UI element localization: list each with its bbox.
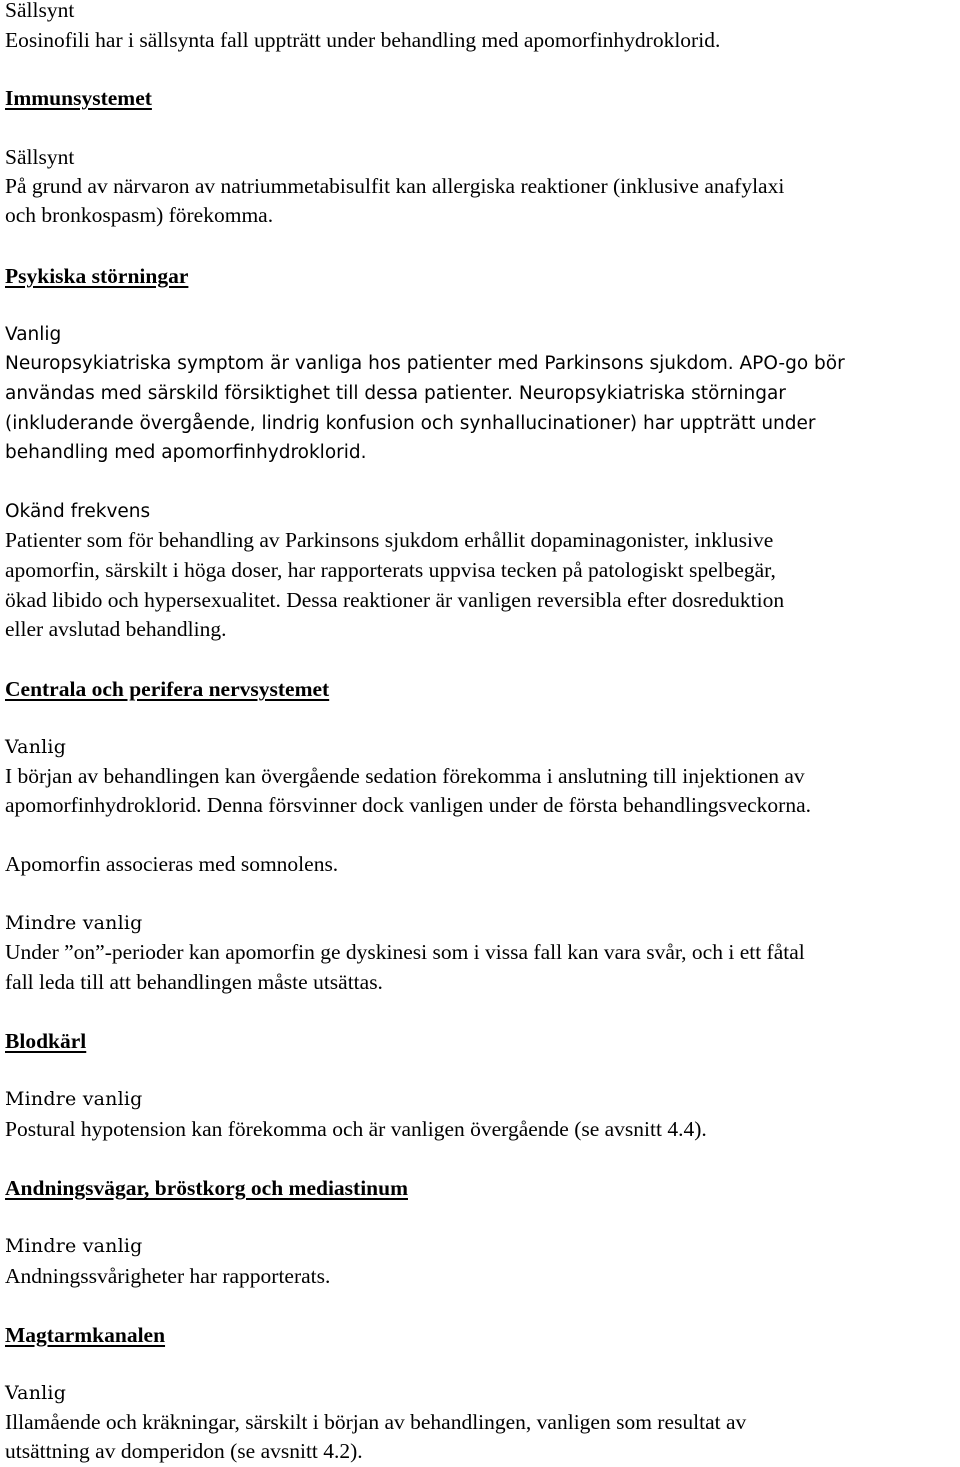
frequency-label: Mindre vanlig <box>5 1088 143 1110</box>
frequency-label: Vanlig <box>5 1382 67 1404</box>
section-heading-respiratory: Andningsvägar, bröstkorg och mediastinum <box>5 1176 408 1200</box>
frequency-label: Mindre vanlig <box>5 912 143 934</box>
body-text: behandling med apomorfinhydroklorid. <box>5 442 367 463</box>
body-text: utsättning av domperidon (se avsnitt 4.2). <box>5 1439 363 1463</box>
body-text: och bronkospasm) förekomma. <box>5 203 274 227</box>
frequency-label: Mindre vanlig <box>5 1235 143 1257</box>
body-text: eller avslutad behandling. <box>5 617 227 641</box>
frequency-label: Vanlig <box>5 736 67 758</box>
body-text: fall leda till att behandlingen måste utsättas. <box>5 970 383 994</box>
frequency-label: Sällsynt <box>5 0 75 22</box>
body-text: Neuropsykiatriska symptom är vanliga hos patienter med Parkinsons sjukdom. APO-go bör <box>5 353 845 374</box>
frequency-label: Vanlig <box>5 324 62 345</box>
body-text: Patienter som för behandling av Parkinsons sjukdom erhållit dopaminagonister, inklusive <box>5 528 774 552</box>
body-text: Illamående och kräkningar, särskilt i början av behandlingen, vanligen som resultat av <box>5 1410 747 1434</box>
body-text: Andningssvårigheter har rapporterats. <box>5 1264 331 1288</box>
body-text: I början av behandlingen kan övergående sedation förekomma i anslutning till injektionen av <box>5 764 805 788</box>
section-heading-gastro: Magtarmkanalen <box>5 1323 166 1347</box>
frequency-label: Sällsynt <box>5 145 75 169</box>
section-heading-nervous: Centrala och perifera nervsystemet <box>5 677 330 701</box>
body-text: Eosinofili har i sällsynta fall uppträtt under behandling med apomorfinhydroklorid. <box>5 28 721 52</box>
section-heading-vascular: Blodkärl <box>5 1029 87 1053</box>
body-text: apomorfinhydroklorid. Denna försvinner dock vanligen under de första behandlingsveckorna. <box>5 793 812 817</box>
body-text: Apomorfin associeras med somnolens. <box>5 852 339 876</box>
section-heading-immune: Immunsystemet <box>5 86 152 110</box>
body-text: På grund av närvaron av natriummetabisulfit kan allergiska reaktioner (inklusive anafylaxi <box>5 174 785 198</box>
section-heading-psych: Psykiska störningar <box>5 264 189 288</box>
body-text: användas med särskild försiktighet till dessa patienter. Neuropsykiatriska störningar <box>5 383 786 404</box>
frequency-label: Okänd frekvens <box>5 501 151 522</box>
body-text: apomorfin, särskilt i höga doser, har rapporterats uppvisa tecken på patologiskt spelbegär, <box>5 558 776 582</box>
body-text: (inkluderande övergående, lindrig konfusion och synhallucinationer) har uppträtt under <box>5 413 816 434</box>
body-text: Under ”on”-perioder kan apomorfin ge dyskinesi som i vissa fall kan vara svår, och i ett fåtal <box>5 940 805 964</box>
body-text: Postural hypotension kan förekomma och är vanligen övergående (se avsnitt 4.4). <box>5 1117 707 1141</box>
body-text: ökad libido och hypersexualitet. Dessa reaktioner är vanligen reversibla efter dosreduktion <box>5 588 785 612</box>
